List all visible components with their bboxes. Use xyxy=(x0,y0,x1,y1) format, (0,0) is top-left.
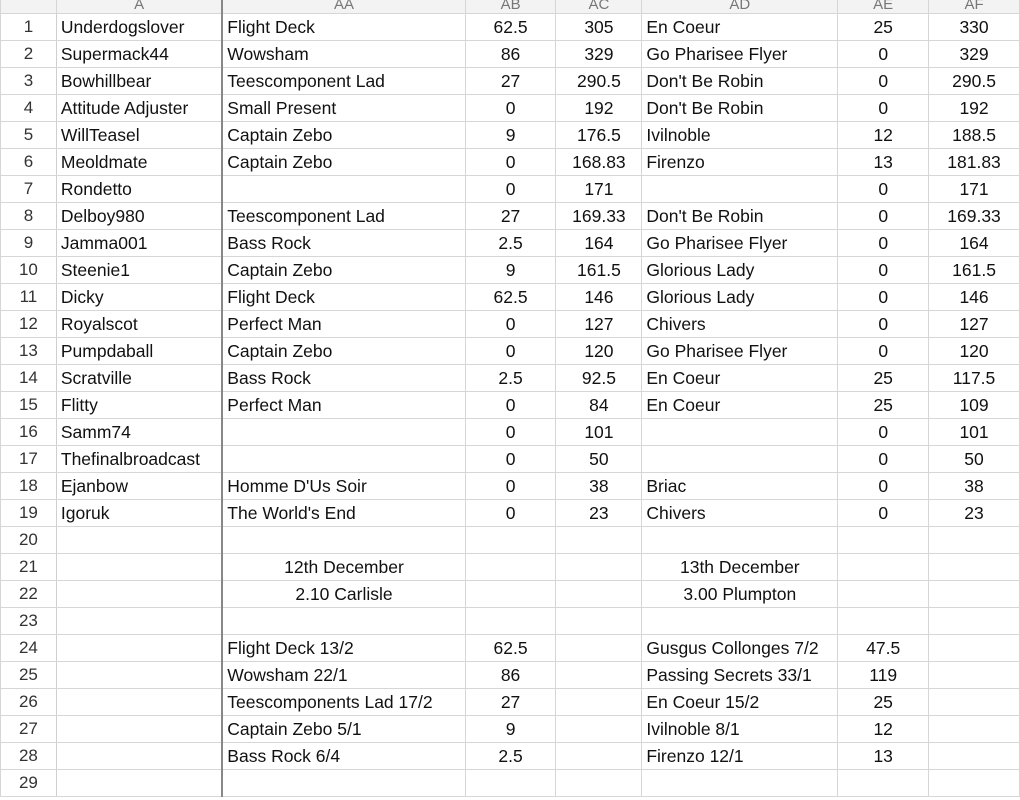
cell-ac[interactable]: 161.5 xyxy=(556,257,642,284)
cell-ab[interactable]: 0 xyxy=(465,392,556,419)
row-header[interactable]: 11 xyxy=(1,284,57,311)
cell-ad[interactable]: En Coeur xyxy=(642,365,838,392)
row-header[interactable]: 28 xyxy=(1,743,57,770)
cell-ac[interactable]: 171 xyxy=(556,176,642,203)
cell-aa[interactable]: Teescomponents Lad 17/2 xyxy=(222,689,465,716)
table-row xyxy=(1,149,1020,176)
cell-ad[interactable]: Go Pharisee Flyer xyxy=(642,41,838,68)
cell-aa[interactable] xyxy=(222,608,465,635)
cell-a[interactable] xyxy=(56,689,222,716)
cell-aa[interactable]: Flight Deck xyxy=(222,284,465,311)
cell-af[interactable] xyxy=(929,743,1020,770)
cell-ae[interactable]: 0 xyxy=(838,230,929,257)
cell-ac[interactable] xyxy=(556,581,642,608)
row-header[interactable]: 2 xyxy=(1,41,57,68)
cell-ac[interactable]: 38 xyxy=(556,473,642,500)
cell-aa[interactable]: 2.10 Carlisle xyxy=(222,581,465,608)
cell-ab[interactable] xyxy=(465,527,556,554)
column-header-ac[interactable]: AC xyxy=(556,0,642,14)
cell-ab[interactable]: 0 xyxy=(465,176,556,203)
cell-af[interactable]: 117.5 xyxy=(929,365,1020,392)
cell-af[interactable] xyxy=(929,527,1020,554)
table-row xyxy=(1,176,1020,203)
cell-ad[interactable] xyxy=(642,770,838,797)
cell-aa[interactable] xyxy=(222,770,465,797)
cell-ad[interactable]: Ivilnoble xyxy=(642,122,838,149)
cell-ae[interactable]: 0 xyxy=(838,311,929,338)
cell-af[interactable]: 329 xyxy=(929,41,1020,68)
cell-ae[interactable] xyxy=(838,770,929,797)
cell-aa[interactable]: Teescomponent Lad xyxy=(222,203,465,230)
column-header-row xyxy=(1,0,1020,14)
cell-ae[interactable] xyxy=(838,554,929,581)
cell-ad[interactable] xyxy=(642,608,838,635)
cell-ae[interactable]: 25 xyxy=(838,689,929,716)
row-header[interactable]: 17 xyxy=(1,446,57,473)
cell-af[interactable]: 188.5 xyxy=(929,122,1020,149)
cell-ad[interactable]: Go Pharisee Flyer xyxy=(642,230,838,257)
cell-ab[interactable]: 62.5 xyxy=(465,635,556,662)
table-row xyxy=(1,473,1020,500)
cell-ab[interactable]: 9 xyxy=(465,257,556,284)
table-row xyxy=(1,14,1020,41)
cell-a[interactable] xyxy=(56,770,222,797)
cell-af[interactable] xyxy=(929,635,1020,662)
cell-aa[interactable]: Wowsham xyxy=(222,41,465,68)
cell-a[interactable]: Underdogslover xyxy=(56,14,222,41)
table-row xyxy=(1,419,1020,446)
column-header-aa[interactable]: AA xyxy=(222,0,465,14)
row-header[interactable]: 29 xyxy=(1,770,57,797)
cell-ab[interactable]: 0 xyxy=(465,446,556,473)
cell-af[interactable]: 161.5 xyxy=(929,257,1020,284)
cell-a[interactable]: Thefinalbroadcast xyxy=(56,446,222,473)
cell-ab[interactable]: 0 xyxy=(465,419,556,446)
cell-af[interactable]: 50 xyxy=(929,446,1020,473)
cell-ab[interactable]: 9 xyxy=(465,122,556,149)
cell-a[interactable]: Scratville xyxy=(56,365,222,392)
cell-a[interactable] xyxy=(56,635,222,662)
cell-ae[interactable]: 25 xyxy=(838,365,929,392)
column-header-ab[interactable]: AB xyxy=(465,0,556,14)
cell-ac[interactable] xyxy=(556,635,642,662)
row-header[interactable]: 4 xyxy=(1,95,57,122)
cell-ac[interactable]: 50 xyxy=(556,446,642,473)
cell-ac[interactable] xyxy=(556,770,642,797)
cell-af[interactable] xyxy=(929,554,1020,581)
cell-a[interactable] xyxy=(56,716,222,743)
row-header[interactable]: 14 xyxy=(1,365,57,392)
column-header-ad[interactable]: AD xyxy=(642,0,838,14)
cell-ab[interactable] xyxy=(465,581,556,608)
cell-aa[interactable]: Captain Zebo 5/1 xyxy=(222,716,465,743)
cell-ab[interactable] xyxy=(465,608,556,635)
cell-ab[interactable]: 0 xyxy=(465,149,556,176)
cell-a[interactable] xyxy=(56,581,222,608)
table-row xyxy=(1,770,1020,797)
row-header[interactable]: 16 xyxy=(1,419,57,446)
cell-aa[interactable] xyxy=(222,446,465,473)
table-row xyxy=(1,554,1020,581)
cell-a[interactable]: WillTeasel xyxy=(56,122,222,149)
cell-a[interactable]: Steenie1 xyxy=(56,257,222,284)
cell-ab[interactable] xyxy=(465,770,556,797)
cell-aa[interactable] xyxy=(222,176,465,203)
cell-ad[interactable]: Firenzo 12/1 xyxy=(642,743,838,770)
cell-ac[interactable]: 164 xyxy=(556,230,642,257)
table-row xyxy=(1,689,1020,716)
cell-aa[interactable]: Flight Deck 13/2 xyxy=(222,635,465,662)
cell-ad[interactable] xyxy=(642,527,838,554)
table-row xyxy=(1,68,1020,95)
cell-aa[interactable]: Bass Rock xyxy=(222,365,465,392)
cell-af[interactable] xyxy=(929,689,1020,716)
cell-ad[interactable] xyxy=(642,419,838,446)
column-header-ae[interactable]: AE xyxy=(838,0,929,14)
cell-af[interactable] xyxy=(929,770,1020,797)
table-row xyxy=(1,122,1020,149)
cell-ab[interactable]: 2.5 xyxy=(465,230,556,257)
cell-af[interactable]: 101 xyxy=(929,419,1020,446)
cell-ac[interactable] xyxy=(556,743,642,770)
cell-a[interactable] xyxy=(56,554,222,581)
cell-ac[interactable]: 290.5 xyxy=(556,68,642,95)
cell-af[interactable]: 330 xyxy=(929,14,1020,41)
cell-a[interactable]: Supermack44 xyxy=(56,41,222,68)
row-header[interactable]: 26 xyxy=(1,689,57,716)
cell-ac[interactable]: 92.5 xyxy=(556,365,642,392)
cell-af[interactable]: 164 xyxy=(929,230,1020,257)
cell-ab[interactable]: 0 xyxy=(465,311,556,338)
cell-ac[interactable]: 329 xyxy=(556,41,642,68)
column-header-af[interactable]: AF xyxy=(929,0,1020,14)
column-header-a[interactable]: A xyxy=(56,0,222,14)
table-row xyxy=(1,608,1020,635)
cell-af[interactable]: 192 xyxy=(929,95,1020,122)
table-row xyxy=(1,284,1020,311)
cell-ac[interactable]: 146 xyxy=(556,284,642,311)
cell-ae[interactable] xyxy=(838,608,929,635)
cell-ab[interactable]: 0 xyxy=(465,473,556,500)
table-row xyxy=(1,311,1020,338)
cell-a[interactable]: Meoldmate xyxy=(56,149,222,176)
row-header[interactable]: 22 xyxy=(1,581,57,608)
row-header[interactable]: 20 xyxy=(1,527,57,554)
table-row xyxy=(1,203,1020,230)
cell-ad[interactable]: Briac xyxy=(642,473,838,500)
cell-aa[interactable] xyxy=(222,419,465,446)
cell-ad[interactable]: Chivers xyxy=(642,500,838,527)
cell-ad[interactable]: 3.00 Plumpton xyxy=(642,581,838,608)
cell-ad[interactable]: Go Pharisee Flyer xyxy=(642,338,838,365)
cell-ac[interactable] xyxy=(556,662,642,689)
cell-ab[interactable]: 0 xyxy=(465,338,556,365)
cell-af[interactable]: 120 xyxy=(929,338,1020,365)
cell-aa[interactable]: Flight Deck xyxy=(222,14,465,41)
cell-ad[interactable]: Ivilnoble 8/1 xyxy=(642,716,838,743)
cell-af[interactable]: 181.83 xyxy=(929,149,1020,176)
table-row xyxy=(1,581,1020,608)
row-header[interactable]: 10 xyxy=(1,257,57,284)
cell-ac[interactable]: 120 xyxy=(556,338,642,365)
row-header[interactable]: 25 xyxy=(1,662,57,689)
row-header[interactable]: 23 xyxy=(1,608,57,635)
cell-ae[interactable]: 25 xyxy=(838,392,929,419)
cell-af[interactable]: 109 xyxy=(929,392,1020,419)
cell-a[interactable]: Bowhillbear xyxy=(56,68,222,95)
cell-ae[interactable]: 25 xyxy=(838,14,929,41)
cell-ae[interactable]: 0 xyxy=(838,446,929,473)
cell-a[interactable]: Igoruk xyxy=(56,500,222,527)
table-row xyxy=(1,230,1020,257)
cell-ac[interactable] xyxy=(556,608,642,635)
table-row xyxy=(1,257,1020,284)
cell-a[interactable]: Royalscot xyxy=(56,311,222,338)
grid-body xyxy=(1,14,1020,797)
cell-a[interactable]: Attitude Adjuster xyxy=(56,95,222,122)
cell-ad[interactable]: Don't Be Robin xyxy=(642,68,838,95)
row-header[interactable]: 24 xyxy=(1,635,57,662)
cell-a[interactable]: Jamma001 xyxy=(56,230,222,257)
row-header[interactable]: 13 xyxy=(1,338,57,365)
cell-a[interactable] xyxy=(56,743,222,770)
cell-ac[interactable] xyxy=(556,554,642,581)
cell-aa[interactable]: Captain Zebo xyxy=(222,257,465,284)
cell-af[interactable]: 23 xyxy=(929,500,1020,527)
cell-ae[interactable]: 0 xyxy=(838,419,929,446)
cell-ad[interactable]: Don't Be Robin xyxy=(642,95,838,122)
cell-ad[interactable]: Don't Be Robin xyxy=(642,203,838,230)
cell-ac[interactable]: 176.5 xyxy=(556,122,642,149)
select-all-corner[interactable] xyxy=(1,0,57,14)
cell-af[interactable]: 290.5 xyxy=(929,68,1020,95)
cell-aa[interactable]: Bass Rock 6/4 xyxy=(222,743,465,770)
cell-ae[interactable]: 13 xyxy=(838,149,929,176)
cell-ae[interactable] xyxy=(838,527,929,554)
cell-af[interactable] xyxy=(929,581,1020,608)
cell-aa[interactable]: Small Present xyxy=(222,95,465,122)
cell-ab[interactable]: 2.5 xyxy=(465,743,556,770)
row-header[interactable]: 19 xyxy=(1,500,57,527)
cell-ae[interactable]: 119 xyxy=(838,662,929,689)
cell-af[interactable]: 146 xyxy=(929,284,1020,311)
cell-a[interactable]: Ejanbow xyxy=(56,473,222,500)
row-header[interactable]: 1 xyxy=(1,14,57,41)
table-row xyxy=(1,662,1020,689)
cell-af[interactable] xyxy=(929,662,1020,689)
table-row xyxy=(1,500,1020,527)
cell-a[interactable]: Pumpdaball xyxy=(56,338,222,365)
table-row xyxy=(1,392,1020,419)
cell-ab[interactable]: 62.5 xyxy=(465,284,556,311)
cell-ad[interactable]: En Coeur xyxy=(642,392,838,419)
cell-aa[interactable]: Wowsham 22/1 xyxy=(222,662,465,689)
cell-aa[interactable]: The World's End xyxy=(222,500,465,527)
cell-ae[interactable]: 0 xyxy=(838,284,929,311)
cell-ac[interactable]: 169.33 xyxy=(556,203,642,230)
cell-af[interactable]: 171 xyxy=(929,176,1020,203)
cell-ab[interactable]: 0 xyxy=(465,95,556,122)
row-header[interactable]: 6 xyxy=(1,149,57,176)
cell-aa[interactable]: Perfect Man xyxy=(222,311,465,338)
cell-ad[interactable]: Glorious Lady xyxy=(642,257,838,284)
cell-ab[interactable]: 27 xyxy=(465,68,556,95)
cell-ac[interactable] xyxy=(556,716,642,743)
table-row xyxy=(1,338,1020,365)
cell-ab[interactable]: 0 xyxy=(465,500,556,527)
cell-ae[interactable]: 0 xyxy=(838,68,929,95)
cell-ac[interactable]: 168.83 xyxy=(556,149,642,176)
cell-a[interactable]: Samm74 xyxy=(56,419,222,446)
cell-ae[interactable]: 0 xyxy=(838,257,929,284)
cell-ae[interactable]: 0 xyxy=(838,203,929,230)
table-row xyxy=(1,527,1020,554)
cell-ae[interactable]: 12 xyxy=(838,716,929,743)
cell-a[interactable] xyxy=(56,608,222,635)
cell-ad[interactable]: Glorious Lady xyxy=(642,284,838,311)
cell-ac[interactable]: 23 xyxy=(556,500,642,527)
row-header[interactable]: 18 xyxy=(1,473,57,500)
row-header[interactable]: 12 xyxy=(1,311,57,338)
cell-a[interactable] xyxy=(56,527,222,554)
cell-af[interactable] xyxy=(929,608,1020,635)
cell-ad[interactable]: En Coeur 15/2 xyxy=(642,689,838,716)
cell-ad[interactable]: Firenzo xyxy=(642,149,838,176)
cell-af[interactable] xyxy=(929,716,1020,743)
cell-a[interactable]: Dicky xyxy=(56,284,222,311)
cell-ab[interactable] xyxy=(465,554,556,581)
cell-aa[interactable]: Captain Zebo xyxy=(222,149,465,176)
cell-ae[interactable]: 0 xyxy=(838,473,929,500)
cell-ae[interactable]: 13 xyxy=(838,743,929,770)
cell-ae[interactable]: 0 xyxy=(838,338,929,365)
cell-aa[interactable]: Captain Zebo xyxy=(222,338,465,365)
row-header[interactable]: 7 xyxy=(1,176,57,203)
cell-ac[interactable]: 305 xyxy=(556,14,642,41)
cell-ac[interactable]: 192 xyxy=(556,95,642,122)
cell-ae[interactable]: 47.5 xyxy=(838,635,929,662)
cell-ac[interactable] xyxy=(556,689,642,716)
cell-ad[interactable] xyxy=(642,446,838,473)
cell-a[interactable]: Flitty xyxy=(56,392,222,419)
cell-ab[interactable]: 9 xyxy=(465,716,556,743)
cell-af[interactable]: 127 xyxy=(929,311,1020,338)
cell-ab[interactable]: 2.5 xyxy=(465,365,556,392)
cell-ad[interactable]: Passing Secrets 33/1 xyxy=(642,662,838,689)
cell-ad[interactable]: Chivers xyxy=(642,311,838,338)
table-row xyxy=(1,446,1020,473)
cell-a[interactable]: Rondetto xyxy=(56,176,222,203)
cell-ac[interactable]: 101 xyxy=(556,419,642,446)
cell-a[interactable] xyxy=(56,662,222,689)
cell-ac[interactable] xyxy=(556,527,642,554)
cell-aa[interactable]: Perfect Man xyxy=(222,392,465,419)
cell-ad[interactable]: Gusgus Collonges 7/2 xyxy=(642,635,838,662)
table-row xyxy=(1,41,1020,68)
table-row xyxy=(1,743,1020,770)
cell-ae[interactable]: 0 xyxy=(838,176,929,203)
cell-a[interactable]: Delboy980 xyxy=(56,203,222,230)
row-header[interactable]: 15 xyxy=(1,392,57,419)
cell-ae[interactable]: 0 xyxy=(838,41,929,68)
table-row xyxy=(1,716,1020,743)
cell-ae[interactable]: 0 xyxy=(838,500,929,527)
table-row xyxy=(1,635,1020,662)
cell-aa[interactable]: Teescomponent Lad xyxy=(222,68,465,95)
cell-ab[interactable]: 62.5 xyxy=(465,14,556,41)
cell-ad[interactable]: 13th December xyxy=(642,554,838,581)
row-header[interactable]: 3 xyxy=(1,68,57,95)
cell-ab[interactable]: 86 xyxy=(465,41,556,68)
cell-aa[interactable]: Bass Rock xyxy=(222,230,465,257)
row-header[interactable]: 21 xyxy=(1,554,57,581)
cell-ab[interactable]: 86 xyxy=(465,662,556,689)
cell-ac[interactable]: 84 xyxy=(556,392,642,419)
cell-aa[interactable] xyxy=(222,527,465,554)
cell-ae[interactable] xyxy=(838,581,929,608)
cell-aa[interactable]: Captain Zebo xyxy=(222,122,465,149)
cell-ae[interactable]: 12 xyxy=(838,122,929,149)
row-header[interactable]: 9 xyxy=(1,230,57,257)
cell-ab[interactable]: 27 xyxy=(465,203,556,230)
cell-ab[interactable]: 27 xyxy=(465,689,556,716)
row-header[interactable]: 27 xyxy=(1,716,57,743)
table-row xyxy=(1,95,1020,122)
cell-ae[interactable]: 0 xyxy=(838,95,929,122)
row-header[interactable]: 5 xyxy=(1,122,57,149)
cell-af[interactable]: 38 xyxy=(929,473,1020,500)
cell-aa[interactable]: Homme D'Us Soir xyxy=(222,473,465,500)
cell-ad[interactable]: En Coeur xyxy=(642,14,838,41)
cell-af[interactable]: 169.33 xyxy=(929,203,1020,230)
cell-ad[interactable] xyxy=(642,176,838,203)
cell-ac[interactable]: 127 xyxy=(556,311,642,338)
cell-aa[interactable]: 12th December xyxy=(222,554,465,581)
table-row xyxy=(1,365,1020,392)
row-header[interactable]: 8 xyxy=(1,203,57,230)
